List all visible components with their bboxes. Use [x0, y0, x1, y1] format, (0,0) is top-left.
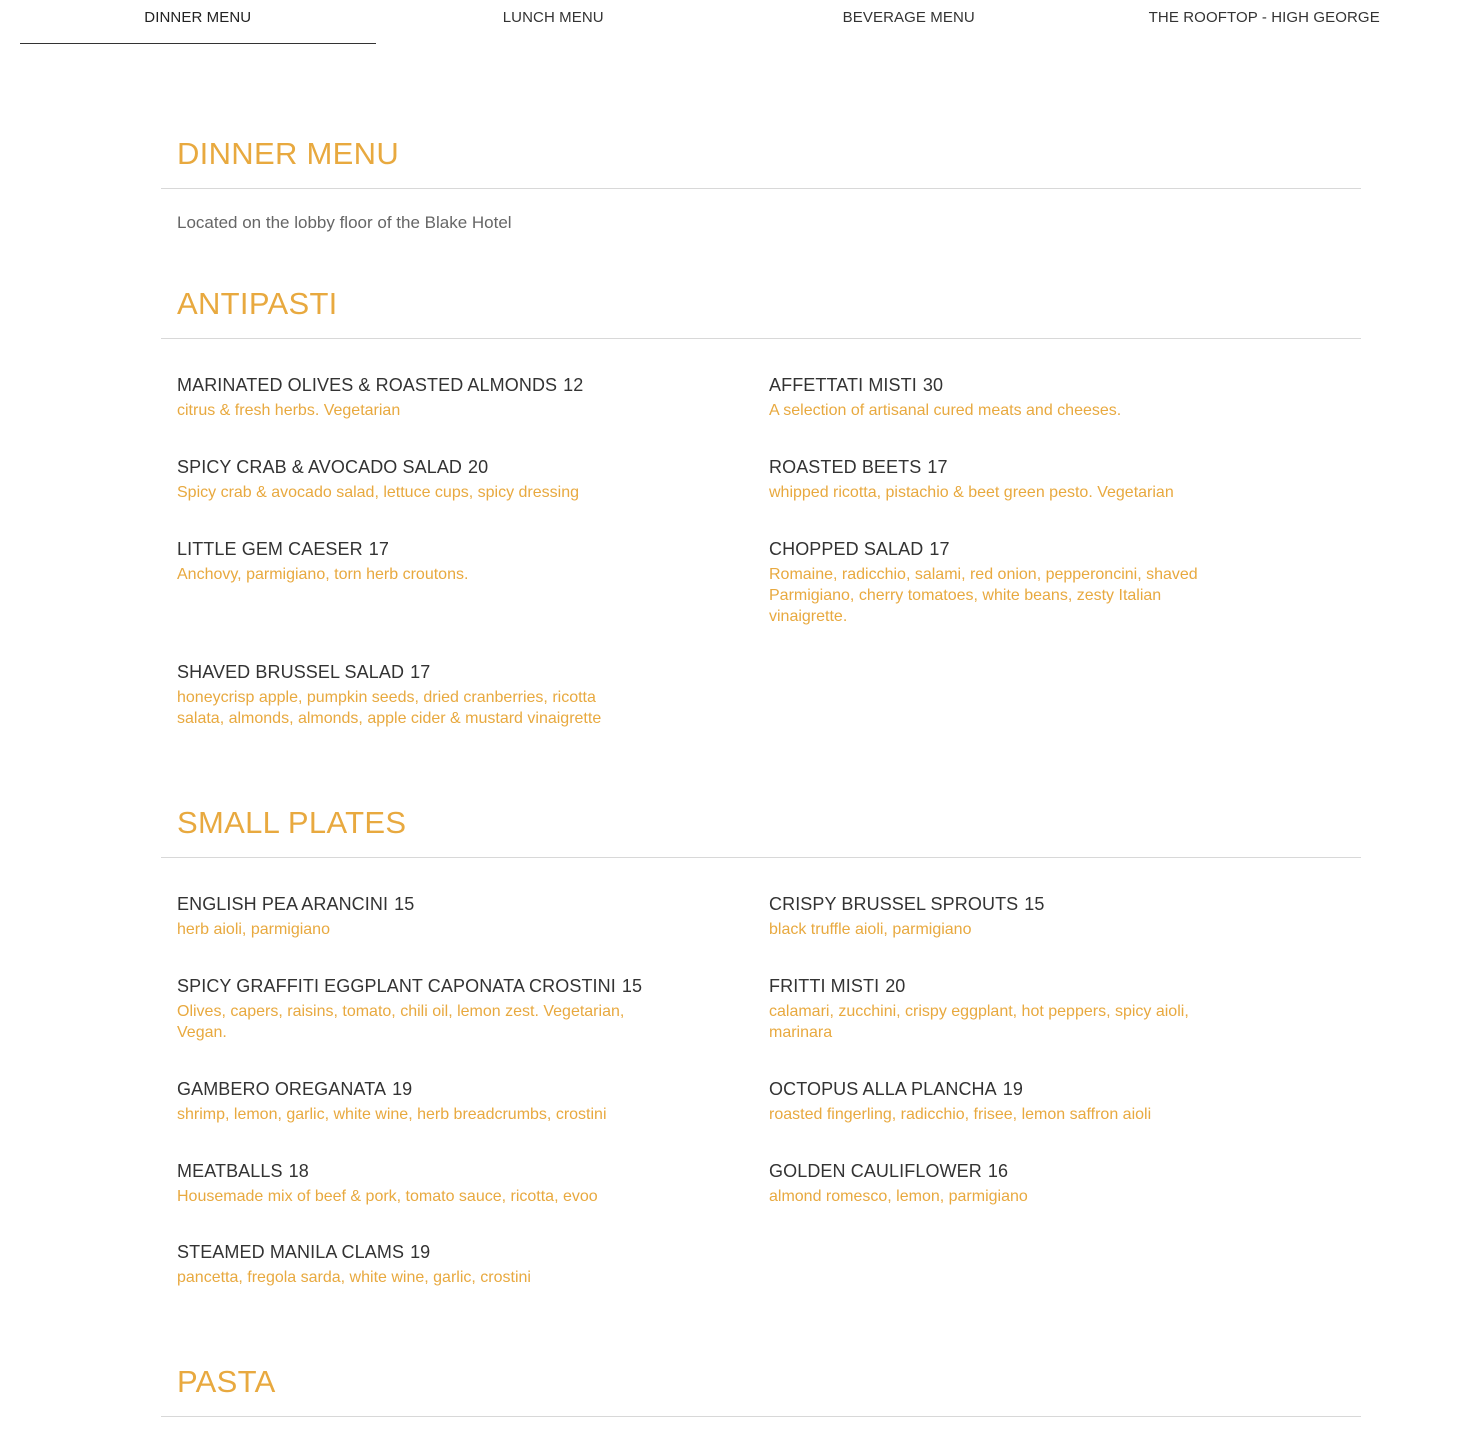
menu-item: [177, 1078, 657, 1125]
menu-item-title: [177, 893, 657, 915]
menu-item-title: [177, 456, 657, 478]
section-title-antipasti: ANTIPASTI: [177, 286, 338, 321]
menu-item-title: [177, 1160, 657, 1182]
menu-item-name: ROASTED BEETS: [769, 457, 922, 477]
menu-tabs: [20, 0, 1442, 44]
menu-item: [177, 538, 657, 585]
section-title-small-plates: SMALL PLATES: [177, 805, 407, 840]
menu-item-name: SPICY CRAB & AVOCADO SALAD: [177, 457, 463, 477]
menu-item-name: STEAMED MANILA CLAMS: [177, 1242, 405, 1262]
menu-item: [769, 456, 1249, 503]
menu-item-name: OCTOPUS ALLA PLANCHA: [769, 1079, 997, 1099]
menu-item: [177, 661, 647, 729]
menu-item-price: 17: [929, 539, 950, 559]
menu-item-title: [769, 538, 1239, 560]
tab-rooftop-high-george[interactable]: THE ROOFTOP - HIGH GEORGE: [1148, 9, 1380, 26]
menu-item-name: MARINATED OLIVES & ROASTED ALMONDS: [177, 375, 558, 395]
menu-item-name: ENGLISH PEA ARANCINI: [177, 894, 389, 914]
menu-item-title: [769, 1078, 1249, 1100]
menu-item-title: [769, 975, 1239, 997]
divider: [161, 338, 1361, 339]
menu-item-name: CRISPY BRUSSEL SPROUTS: [769, 894, 1019, 914]
menu-item-price: 12: [563, 375, 584, 395]
menu-item: [177, 1241, 657, 1288]
menu-item-description: Romaine, radicchio, salami, red onion, pepperoncini, shaved Parmigiano, cherry tomatoes, white beans, zesty Italian vinaigrette.: [769, 566, 1198, 625]
tab-dinner-menu[interactable]: DINNER MENU: [20, 0, 376, 44]
menu-item-description: whipped ricotta, pistachio & beet green pesto. Vegetarian: [769, 484, 1174, 501]
menu-item-title: [769, 1160, 1249, 1182]
menu-item-price: 18: [288, 1161, 309, 1181]
menu-item-price: 19: [1002, 1079, 1023, 1099]
menu-item-description: Anchovy, parmigiano, torn herb croutons.: [177, 566, 469, 583]
menu-item-title: [769, 374, 1249, 396]
menu-item-name: SHAVED BRUSSEL SALAD: [177, 662, 405, 682]
menu-item-title: [177, 1241, 657, 1263]
divider: [161, 1416, 1361, 1417]
menu-item-price: 15: [621, 976, 643, 996]
menu-item-price: 17: [927, 457, 948, 477]
menu-item-name: AFFETTATI MISTI: [769, 375, 917, 395]
menu-item-name: FRITTI MISTI: [769, 976, 880, 996]
divider: [161, 188, 1361, 189]
menu-item-name: GAMBERO OREGANATA: [177, 1079, 387, 1099]
menu-item-description: almond romesco, lemon, parmigiano: [769, 1188, 1028, 1205]
page-title: DINNER MENU: [177, 136, 400, 171]
menu-item-price: 17: [368, 539, 389, 559]
menu-item-description: pancetta, fregola sarda, white wine, garlic, crostini: [177, 1269, 531, 1286]
menu-item-name: CHOPPED SALAD: [769, 539, 924, 559]
menu-item: [177, 975, 677, 1043]
menu-item: [177, 456, 657, 503]
menu-item-description: honeycrisp apple, pumpkin seeds, dried cranberries, ricotta salata, almonds, almonds, apple cider & mustard vinaigrette: [177, 689, 602, 727]
menu-item: [177, 374, 657, 421]
menu-item: [769, 374, 1249, 421]
menu-item-price: 19: [392, 1079, 413, 1099]
menu-item-description: shrimp, lemon, garlic, white wine, herb breadcrumbs, crostini: [177, 1106, 607, 1123]
page-intro: Located on the lobby floor of the Blake Hotel: [177, 213, 512, 232]
menu-item-price: 16: [987, 1161, 1009, 1181]
menu-item-title: [177, 374, 657, 396]
section-title-pasta: PASTA: [177, 1364, 276, 1399]
menu-item-title: [177, 661, 647, 683]
menu-item-title: [769, 893, 1249, 915]
menu-item-price: 20: [885, 976, 906, 996]
menu-item-price: 30: [922, 375, 944, 395]
menu-item: [177, 893, 657, 940]
menu-item: [769, 538, 1239, 627]
menu-item-price: 19: [410, 1242, 431, 1262]
menu-item: [769, 1160, 1249, 1207]
menu-item-description: herb aioli, parmigiano: [177, 921, 330, 938]
menu-item-title: [769, 456, 1249, 478]
menu-item-price: 15: [394, 894, 415, 914]
menu-item-description: A selection of artisanal cured meats and cheeses.: [769, 402, 1122, 419]
menu-item: [769, 893, 1249, 940]
menu-item: [769, 1078, 1249, 1125]
menu-item-price: 15: [1024, 894, 1045, 914]
menu-item-description: calamari, zucchini, crispy eggplant, hot peppers, spicy aioli, marinara: [769, 1003, 1189, 1041]
menu-item-description: black truffle aioli, parmigiano: [769, 921, 972, 938]
menu-item-description: citrus & fresh herbs. Vegetarian: [177, 402, 401, 419]
menu-item-title: [177, 1078, 657, 1100]
menu-item-description: Housemade mix of beef & pork, tomato sauce, ricotta, evoo: [177, 1188, 598, 1205]
menu-item-price: 20: [468, 457, 489, 477]
menu-item-title: [177, 975, 677, 997]
menu-item-name: LITTLE GEM CAESER: [177, 539, 363, 559]
menu-item-price: 17: [410, 662, 431, 682]
tab-beverage-menu[interactable]: BEVERAGE MENU: [842, 9, 975, 26]
menu-item-name: MEATBALLS: [177, 1161, 283, 1181]
menu-item: [177, 1160, 657, 1207]
menu-item: [769, 975, 1239, 1043]
menu-item-name: GOLDEN CAULIFLOWER: [769, 1161, 982, 1181]
menu-item-description: Olives, capers, raisins, tomato, chili oil, lemon zest. Vegetarian, Vegan.: [177, 1003, 625, 1041]
menu-item-description: roasted fingerling, radicchio, frisee, lemon saffron aioli: [769, 1106, 1152, 1123]
menu-item-name: SPICY GRAFFITI EGGPLANT CAPONATA CROSTINI: [177, 976, 616, 996]
menu-item-description: Spicy crab & avocado salad, lettuce cups, spicy dressing: [177, 484, 579, 501]
divider: [161, 857, 1361, 858]
tab-lunch-menu[interactable]: LUNCH MENU: [502, 9, 604, 26]
menu-item-title: [177, 538, 657, 560]
